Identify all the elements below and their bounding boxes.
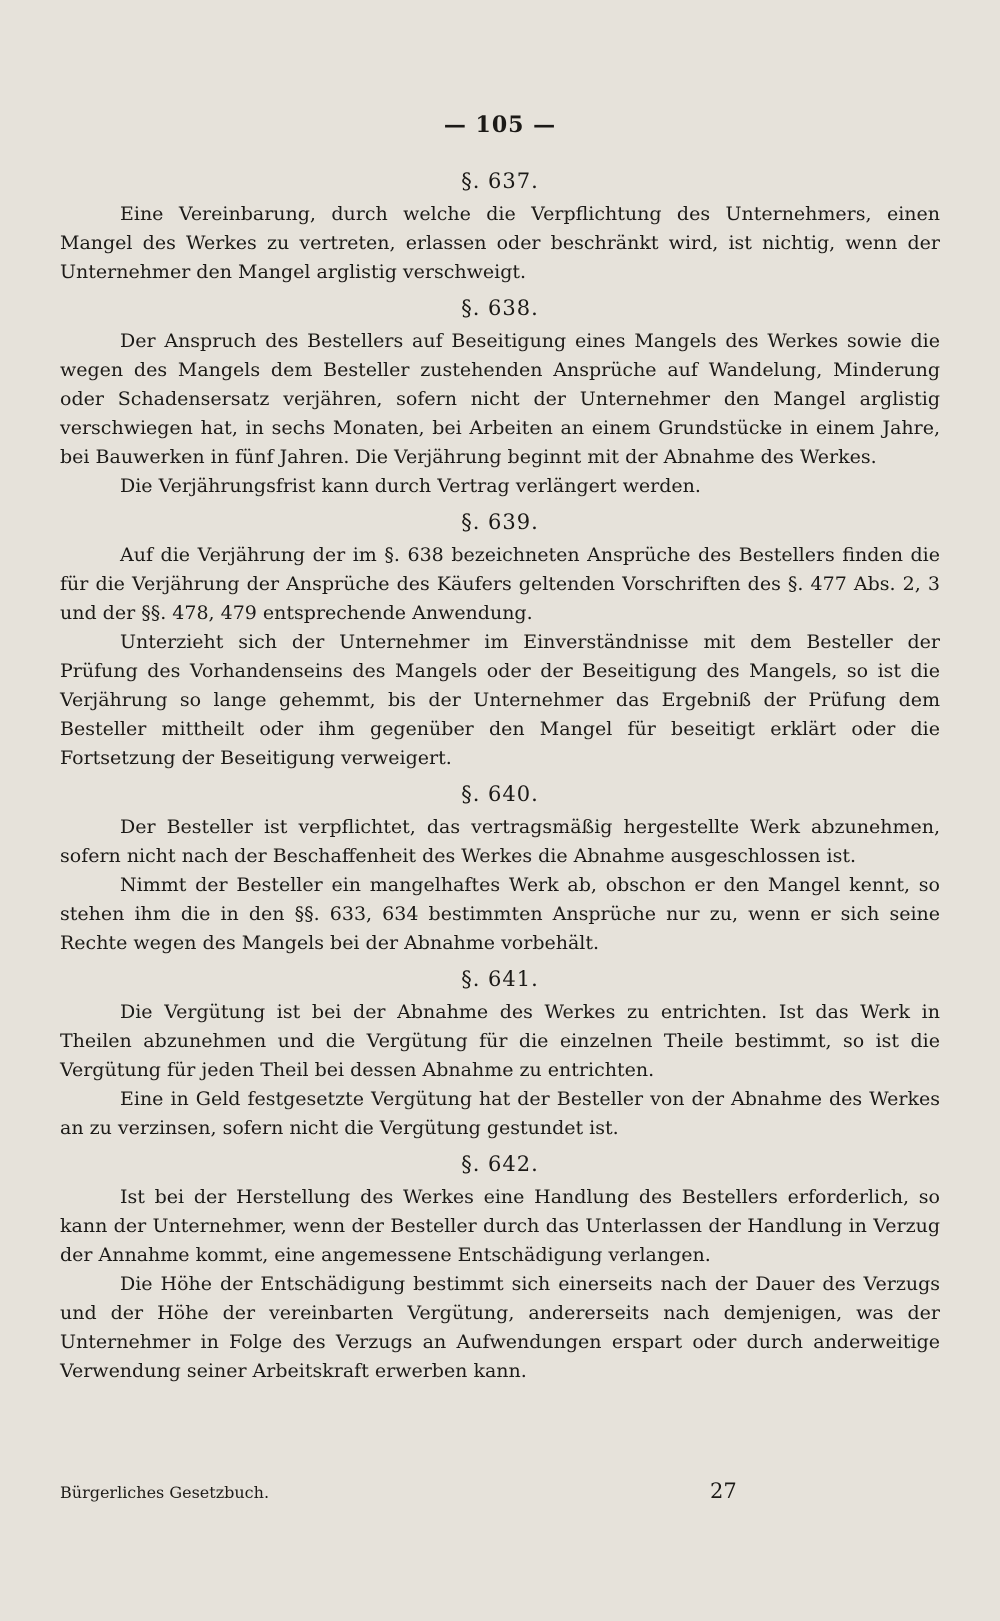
section-heading: §. 642.: [461, 1152, 539, 1176]
paragraph: Nimmt der Besteller ein mangelhaftes Werk ab, obschon er den Mangel kennt, so stehen ihm die in den §§. 633, 634 bestimmten Ansprüche nur zu, wenn er sich seine Rechte wegen des Mangels bei der Abnahme vorbehält.: [60, 874, 940, 954]
section-640: [60, 779, 940, 958]
paragraph: Auf die Verjährung der im §. 638 bezeichneten Ansprüche des Bestellers finden die für die Verjährung der Ansprüche des Käufers geltenden Vorschriften des §. 477 Abs. 2, 3 und der §§. 478, 479 entsprechende Anwendung.: [60, 544, 940, 624]
section-641: [60, 964, 940, 1143]
section-637: [60, 166, 940, 287]
paragraph: Der Anspruch des Bestellers auf Beseitigung eines Mangels des Werkes sowie die wegen des Mangels dem Besteller zustehenden Ansprüche auf Wandelung, Minderung oder Schadensersatz verjähren, sofern nicht der Unternehmer den Mangel arglistig verschwiegen hat, in sechs Monaten, bei Arbeiten an einem Grundstücke in einem Jahre, bei Bauwerken in fünf Jahren. Die Verjährung beginnt mit der Abnahme des Werkes.: [60, 330, 940, 468]
paragraph: Eine Vereinbarung, durch welche die Verpflichtung des Unternehmers, einen Mangel des Werkes zu vertreten, erlassen oder beschränkt wird, ist nichtig, wenn der Unternehmer den Mangel arglistig verschweigt.: [60, 203, 940, 283]
section-heading: §. 638.: [461, 296, 539, 320]
section-heading: §. 641.: [461, 967, 539, 991]
footer-signature: Bürgerliches Gesetzbuch.: [60, 1483, 270, 1502]
paragraph: Die Höhe der Entschädigung bestimmt sich einerseits nach der Dauer des Verzugs und der Höhe der vereinbarten Vergütung, andererseits nach demjenigen, was der Unternehmer in Folge des Verzugs an Aufwendungen erspart oder durch anderweitige Verwendung seiner Arbeitskraft erwerben kann.: [60, 1273, 940, 1382]
section-639: [60, 507, 940, 773]
paragraph: Die Verjährungsfrist kann durch Vertrag verlängert werden.: [120, 475, 701, 497]
section-638: [60, 293, 940, 501]
paragraph: Unterzieht sich der Unternehmer im Einverständnisse mit dem Besteller der Prüfung des Vorhandenseins des Mangels oder der Beseitigung des Mangels, so ist die Verjährung so lange gehemmt, bis der Unternehmer das Ergebniß der Prüfung dem Besteller mittheilt oder ihm gegenüber den Mangel für beseitigt erklärt oder die Fortsetzung der Beseitigung verweigert.: [60, 631, 940, 769]
paragraph: Ist bei der Herstellung des Werkes eine Handlung des Bestellers erforderlich, so kann der Unternehmer, wenn der Besteller durch das Unterlassen der Handlung in Verzug der Annahme kommt, eine angemessene Entschädigung verlangen.: [60, 1186, 940, 1266]
page-number: — 105 —: [443, 112, 557, 138]
sheet-number: 27: [710, 1479, 737, 1503]
section-heading: §. 639.: [461, 510, 539, 534]
paragraph: Eine in Geld festgesetzte Vergütung hat der Besteller von der Abnahme des Werkes an zu verzinsen, sofern nicht die Vergütung gestundet ist.: [60, 1088, 940, 1139]
paragraph: Die Vergütung ist bei der Abnahme des Werkes zu entrichten. Ist das Werk in Theilen abzunehmen und die Vergütung für die einzelnen Theile bestimmt, so ist die Vergütung für jeden Theil bei dessen Abnahme zu entrichten.: [60, 1001, 940, 1081]
page-body: [60, 160, 940, 1386]
section-642: [60, 1149, 940, 1386]
section-heading: §. 637.: [461, 169, 539, 193]
section-heading: §. 640.: [461, 782, 539, 806]
paragraph: Der Besteller ist verpflichtet, das vertragsmäßig hergestellte Werk abzunehmen, sofern nicht nach der Beschaffenheit des Werkes die Abnahme ausgeschlossen ist.: [60, 816, 940, 867]
